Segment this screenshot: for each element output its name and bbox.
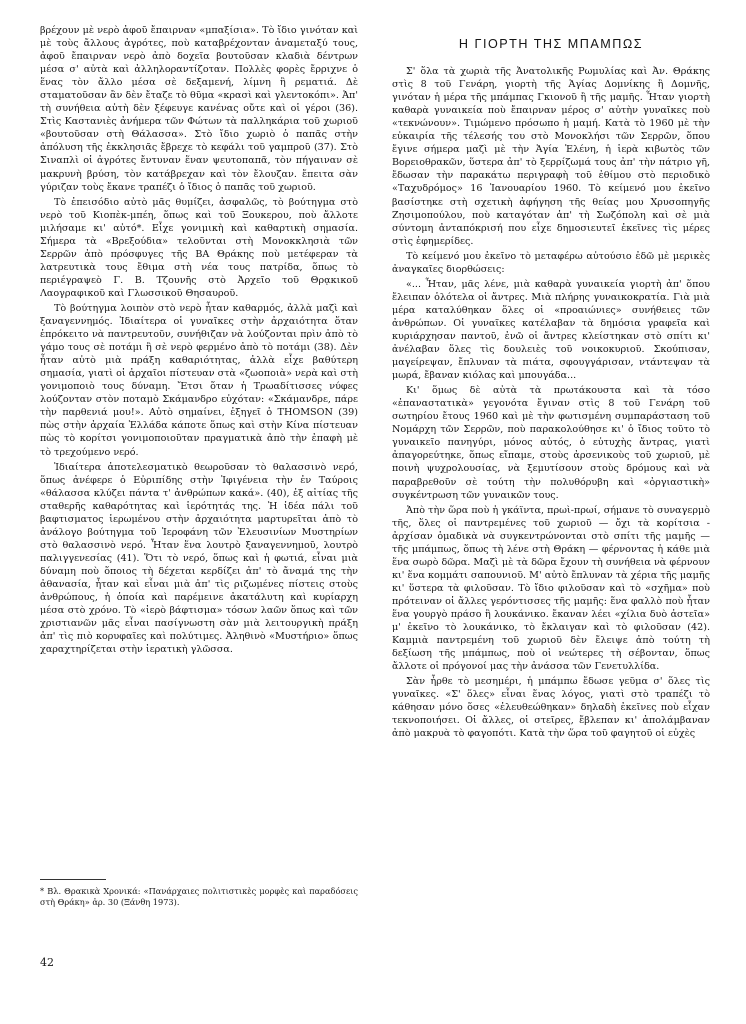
left-paragraph-1: βρέχουν μὲ νερὸ ἀφοῦ ἔπαιρναν «μπαξίσια». Τὸ ἴδιο γινόταν καὶ μὲ τοὺς ἄλλους ἀγρότες, ποὺ καταβρέχονταν ἀναμεταξύ τους, ἀφοῦ ἔπαιρναν νερὸ ἀπὸ δοχεῖα βουτοῦσαν κλαδιὰ δέντρων μέσα σ' αὐτὰ καὶ ἀλληλοραντίζοταν. Πολλὲς φορὲς ἔρριχνε ὁ ἕνας τὸν ἄλλο μέσα σὲ δεξαμενή, λίμνη ἢ ρεματιά. Δὲ σταματοῦσαν ἂν δὲν ἔταζε τὸ θῦμα «κρασὶ καὶ γλεντοκόπι». Ἀπ' τὴ συνήθεια αὐτὴ δὲν ξέφευγε κανένας οὔτε καὶ οἱ γέροι (36). Στὶς Καστανιὲς ἀνήμερα τῶν Φώτων τὰ παλληκάρια τοῦ χωριοῦ «βουτοῦσαν στὴ Θάλασσα». Στὸ ἴδιο χωριὸ ὁ παπᾶς στὴν ἀπόλυση τῆς ἐκκλησιᾶς ἔβρεχε τὸ κεφάλι τοῦ γαμπροῦ (37). Στὸ Σιναπλὶ οἱ ἀγρότες ἔντυναν ἕναν ψευτοπαπᾶ, τὸν πήγαιναν σὲ μακρυνὴ βρύση, τὸν κατάβρεχαν καὶ τὸν ἔλουζαν. ἔπειτα σὰν γύριζαν τοὺς ἔκανε τραπέζι ὁ ἴδιος ὁ παπᾶς τοῦ χωριοῦ. xyxy=(40,25,358,193)
left-paragraph-2: Τὸ ἐπεισόδιο αὐτὸ μᾶς θυμίζει, ἀσφαλῶς, τὸ βούτηγμα στὸ νερὸ τοῦ Κιοπὲκ-μπέη, ὅπως καὶ τοῦ Ξουκερου, ποὺ ἄλλοτε μιλήσαμε κι' αὐτό*. Εἶχε γονιμικὴ καὶ καθαρτικὴ σημασία. Σήμερα τὰ «Βρεξούδια» τελοῦνται στὴ Μονοκκλησιὰ τῶν Σερρῶν ἀπὸ πρόσφυγες τῆς ΒΑ Θράκης ποὺ μετέφεραν τὰ λατρευτικὰ τους ἔθιμα στὴ νέα τους πατρίδα, ὅπως τὸ περιέγραψεὸ Γ. Β. Τζουνῆς στὸ Ἀρχεῖο τοῦ Θρᾳκικοῦ Λαογραφικοῦ καὶ Γλωσσικοῦ Θησαυροῦ. xyxy=(40,196,358,299)
right-paragraph-6: Σὰν ἦρθε τὸ μεσημέρι, ἡ μπάμπω ἔδωσε γεῦμα σ' ὅλες τὶς γυναῖκες. «Σ' ὅλες» εἶναι ἕνας λόγος, γιατὶ στὸ τραπέζι τὸ κάθησαν μόνο ὅσες «ἐλευθεώθηκαν» δηλαδὴ ἐκεῖνες ποὺ εἶχαν τεκνοποιήσει. Οἱ ἄλλες, οἱ στεῖρες, ἔβλεπαν κι' ἀπολάμβαναν ἀπὸ μακρυὰ τὸ φαγοπότι. Κατὰ τὴν ὥρα τοῦ φαγητοῦ οἱ εὐχὲς xyxy=(392,676,710,740)
left-column xyxy=(40,24,358,884)
left-paragraph-4: Ἰδιαίτερα ἀποτελεσματικὸ θεωροῦσαν τὸ θαλασσινὸ νερό, ὅπως ἀνέφερε ὁ Εὐριπίδης στὴν Ἰφιγένεια τὴν ἐν Ταύροις «θάλασσα κλύζει πάντα τ' ἀνθρώπων κακά». (40), ἐξ αἰτίας τῆς σταθερῆς καθαρότητας καὶ ἱερότητάς της. Ἡ ἰδέα πάλι τοῦ βαφτισματος ἱερωμένου στὴν ἀρχαιότητα μαρτυρεῖται ἀπὸ τὸ ἀνάλογο βούτηγμα τοῦ Ἱεροφάνη τῶν Ἐλευσινίων Μυστηρίων στὸ θαλασσινὸ νερό. Ἦταν ἕνα λουτρὸ ξαναγεννημοῦ, λουτρὸ παλιγγενεσίας (41). Ὅτι τὸ νερό, ὅπως καὶ ἡ φωτιά, εἶναι μιὰ δύναμη ποὺ ὅποιος τὴ δέχεται κερδίζει ἀπ' τὸ ἄναμά της τὴν ἀθανασία, ἦταν καὶ εἶναι μιὰ ἀπ' τὶς ριζωμένες πίστεις στοὺς ἀνθρώπους, ἡ ὁποία καὶ παρέμεινε ἀκατάλυτη καὶ κυρίαρχη μέσα στὸ χρόνο. Τὸ «ἱερὸ βάφτισμα» τόσων λαῶν ὅπως καὶ τῶν χριστιανῶν μᾶς εἶναι πασίγνωστη σὰν μιὰ λειτουργικὴ πράξη ἀπ' τὶς πιὸ κορυφαῖες καὶ πολύτιμες. Ἀληθινὸ «Μυστήριο» ὅπως χαραχτηρίζεται στὴν ἱερατικὴ γλῶσσα. xyxy=(40,461,358,656)
page-number: 42 xyxy=(40,956,54,969)
right-column xyxy=(392,24,710,1009)
right-paragraph-1: Σ' ὅλα τὰ χωριὰ τῆς Ἀνατολικῆς Ρωμυλίας καὶ Ἀν. Θράκης στὶς 8 τοῦ Γενάρη, γιορτὴ τῆς Ἁγίας Δομνίκης ἢ Δομνῆς, γινόταν ἡ μέρα τῆς μπάμπας Γκιονοῦ ἢ τῆς μαμῆς. Ἦταν γιορτὴ καθαρὰ γυναικεία ποὺ ἔπαιρναν μέρος σ' αὐτὴν γυναῖκες ποὺ «τεκνώνουν». Τιμώμενο πρόσωπο ἡ μαμή. Κατὰ τὸ 1960 μὲ τὴν εὐκαιρία τῆς τέλεσής του στὸ Μονοκλήσι τῶν Σερρῶν, ὅπου ἔγινε σήμερα μαζὶ μὲ τὴν Ἁγία Ἑλένη, ἡ ἱερὰ κιβωτὸς τῶν Βορειοθρακῶν, ὕστερα ἀπ' τὸ ξερρίζωμά τους ἀπ' τὴν πάτριο γῆ, ἔδωσαν τὴν παρακάτω περιγραφὴ τοῦ ἐθίμου στὸ περιοδικὸ «Ταχυδρόμος» 16 Ἰανουαρίου 1960. Τὸ κείμενό μου ἐκεῖνο βασίστηκε στὴ σχετικὴ ἀφήγηση τῆς θείας μου Χρυσοπηγῆς Ζησιμοπούλου, ποὺ καταγόταν ἀπ' τὴ Σωζόπολη καὶ σὲ μιὰ σύντομη ἀνταπόκρισή που εἶχε δημοσιευτεῖ ἐκεῖνες τὶς μέρες στὶς ἐφημερίδες. xyxy=(392,66,710,247)
left-paragraph-3: Τὸ βούτηγμα λοιπὸν στὸ νερὸ ἦταν καθαρμός, ἀλλὰ μαζὶ καὶ ξαναγεννημός. Ἰδιαίτερα οἱ γυναῖκες στὴν ἀρχαιότητα ὅταν ἐπρόκειτο νὰ παντρευτοῦν, συνήθιζαν νὰ λούζονται πρὶν ἀπὸ τὸ γάμο τους σὲ ποτάμι ἢ σὲ νερὸ φερμένο ἀπὸ τὸ ποτάμι (38). Δὲν ἦταν αὐτὸ μιὰ πράξη καθαριότητας, ἀλλὰ εἶχε βαθύτερη σημασία, γιατὶ οἱ ἀρχαῖοι πίστευαν στὰ «ζωοποιὰ» νερὰ καὶ στὴ γονιμοποιὸ τους δύναμη. Ἔτσι ὅταν ἡ Τρωαδίτισσες νύφες λούζονταν στὸν ποταμὸ Σκάμανδρο εὐχόταν: «Σκάμανδρε, πάρε τὴν παρθενιά μου!». Αὐτὸ σημαίνει, ἐξηγεῖ ὁ THOMSON (39) πὼς στὴν ἀρχαία Ἑλλάδα κάποτε ὅπως καὶ στὴν Κίνα πίστευαν πὼς τὸ κορίτσι γονιμοποιοῦταν πραγματικὰ ἀπὸ τὴν ἐπαφὴ μὲ τὸ τρεχούμενο νερό. xyxy=(40,302,358,458)
right-paragraph-5: Ἀπὸ τὴν ὥρα ποὺ ἡ γκάϊντα, πρωὶ-πρωί, σήμανε τὸ συναγερμὸ τῆς, ὅλες οἱ παντρεμένες τοῦ χωριοῦ — ὄχι τὰ κορίτσια - ἀρχίσαν ὁμαδικὰ νὰ συγκεντρώνονται στὸ σπίτι τῆς μαμῆς — τῆς μπάμπως, ὅπως τὴ λένε στὴ Θράκη — φέρνοντας ἡ κάθε μιὰ ἕνα σωρὸ δῶρα. Μαζὶ μὲ τὰ δῶρα ἔχουν τὴ συνήθεια νὰ φέρνουν κι' ἕνα κομμάτι σαπουνιοῦ. Μ' αὐτὸ ἔπλυναν τὰ χέρια τῆς μαμῆς κι' ὕστερα τὰ φιλοῦσαν. Τὸ ἴδιο φιλοῦσαν καὶ τὸ «σχῆμα» ποὺ πρότειναν οἱ ἄλλες γερόντισσες τῆς μαμῆς: ἕνα φαλλὸ ποὺ ἦταν ἕνα γουργὸ πράσο ἢ λουκάνικο. ἔκαναν λέει «χίλια δυὸ ἀστεῖα» μ' ἐκεῖνο τὸ λουκάνικο, τὸ ἔκλαιγαν καὶ τὸ φιλοῦσαν (42). Καμμιὰ παντρεμένη τοῦ χωριοῦ δὲν ἔλειψε ἀπὸ τούτη τὴ δεξίωση τῆς μπάμπως, ποὺ οἱ νεώτερες τὴ σέβονταν, ὅπως ἄλλοτε οἱ πρόγονοί μας τὴν ἀνάσσα τῶν Γενετυλλίδα. xyxy=(392,504,710,673)
section-title: Η ΓΙΟΡΤΗ ΤΗΣ ΜΠΑΜΠΩΣ xyxy=(458,37,644,51)
right-paragraph-4: Κι' ὅμως δὲ αὐτὰ τὰ πρωτάκουστα καὶ τὰ τόσο «ἐπαναστατικὰ» γεγονότα ἔγιναν στὶς 8 τοῦ Γενάρη τοῦ σωτηρίου ἔτους 1960 καὶ μὲ τὴν φωτισμένη συμπαράσταση τοῦ Νομάρχη τῶν Σερρῶν, ποὺ παρακολούθησε κι' ὁ ἴδιος τοῦτο τὸ γυναικεῖο πανηγύρι, μόνος αὐτός, ὁ εὐτυχὴς ἄντρας, γιατὶ ἀπαγορεύτηκε, ὅπως εἴπαμε, στοὺς ἀρσενικοὺς τοῦ χωριοῦ, μὲ ποινὴ ψυχρολουσίας, νὰ ξεμυτίσουν στοὺς δρόμους καὶ νὰ παραβρεθοῦν σὲ τούτη τὴν πολυθόρυβη καὶ «ὀργιαστικὴ» συγκέντρωση τῶν γυναικῶν τους. xyxy=(392,385,710,501)
right-paragraph-2: Τὸ κείμενό μου ἐκεῖνο τὸ μεταφέρω αὐτούσιο ἐδῶ μὲ μερικὲς ἀναγκαῖες διορθώσεις: xyxy=(392,250,710,275)
footnote-divider xyxy=(40,879,106,880)
right-paragraph-3: «... Ἦταν, μᾶς λένε, μιὰ καθαρὰ γυναικεία γιορτὴ ἀπ' ὅπου ἔλειπαν ὁλότελα οἱ ἄντρες. Μιὰ πλήρης γυναικοκρατία. Γιὰ μιὰ μέρα καταλύθηκαν ὅλες οἱ «προαιώνιες» συνήθειες τῶν ἀνθρώπων. Οἱ γυναῖκες κατέλαβαν τὰ δημόσια γραφεῖα καὶ κυριάρχησαν παντοῦ, ἐνῶ οἱ ἄντρες κλείστηκαν στὸ σπίτι κι' ἀνέλαβαν ὅλες τὶς δουλειὲς τοῦ νοικοκυριοῦ. Σκούπισαν, μαγείρεψαν, ἔπλυναν τὰ πιάτα, σφουγγάρισαν, ντάντεψαν τὰ μωρά, ἔβαναν κιόλας καὶ μπουγάδα... xyxy=(392,278,710,382)
footnote: * Βλ. Θρακικὰ Χρονικά: «Πανάρχαιες πολιτιστικὲς μορφὲς καὶ παραδόσεις στὴ Θράκη» ἀρ. 30 (Ξάνθη 1973). xyxy=(40,886,358,907)
